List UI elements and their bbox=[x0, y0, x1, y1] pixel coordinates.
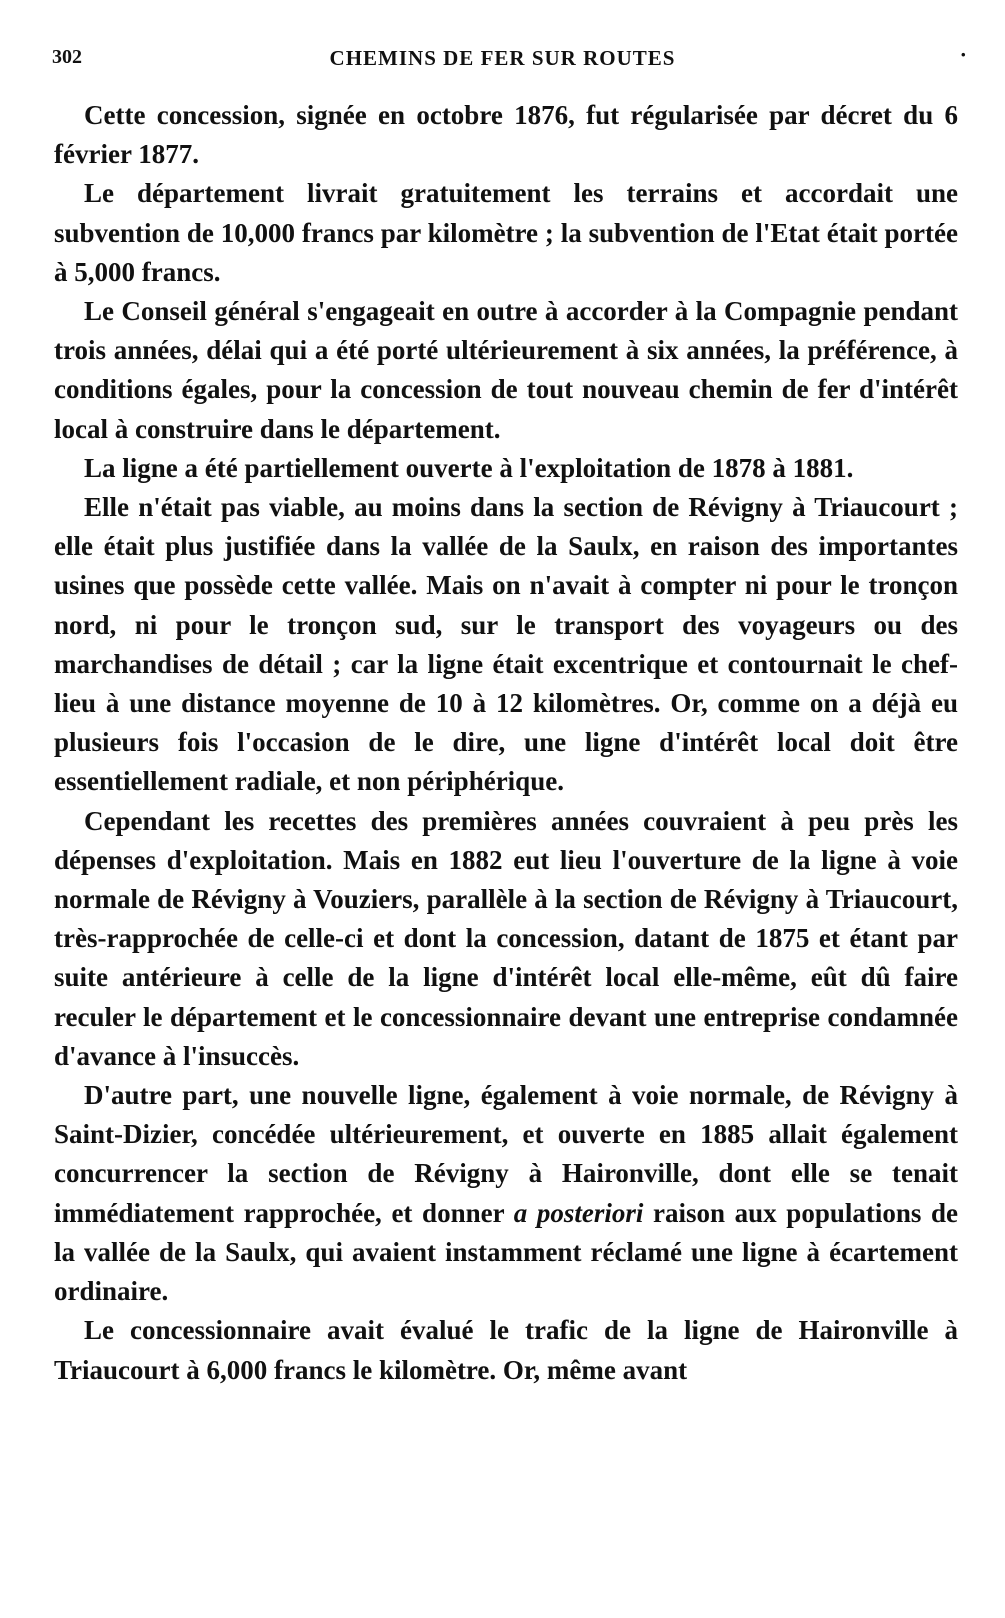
corner-mark: · bbox=[959, 42, 967, 67]
paragraph-text: D'autre part, une nouvelle ligne, également à voie normale, de Révigny à Saint-Dizier, concédée ultérieurement, et ouverte en 1885 allait également concurrencer la section de Révigny à Haironville, dont elle se tenait immédiatement rapprochée, et donner bbox=[54, 1080, 958, 1228]
paragraph: Le Conseil général s'engageait en outre à accorder à la Compagnie pendant trois années, délai qui a été porté ultérieurement à six années, la préférence, à conditions égales, pour la concession de tout nouveau chemin de fer d'intérêt local à construire dans le département. bbox=[54, 296, 958, 444]
paragraph: Cette concession, signée en octobre 1876, fut régularisée par décret du 6 février 1877. bbox=[54, 100, 958, 170]
paragraph-text: raison aux populations de la vallée de la Saulx, qui avaient instamment réclamé une ligne à écartement ordinaire. bbox=[54, 1197, 959, 1307]
paragraph bbox=[54, 1076, 958, 1311]
paragraph: Le département livrait gratuitement les terrains et accordait une subvention de 10,000 francs par kilomètre ; la subvention de l'Etat était portée à 5,000 francs. bbox=[54, 178, 958, 287]
paragraph: La ligne a été partiellement ouverte à l'exploitation de 1878 à 1881. bbox=[84, 452, 854, 483]
body-text bbox=[54, 96, 958, 1390]
page-number: 302 bbox=[52, 46, 82, 68]
paragraph: Cependant les recettes des premières années couvraient à peu près les dépenses d'exploitation. Mais en 1882 eut lieu l'ouverture de la ligne à voie normale de Révigny à Vouziers, parallèle à la section de Révigny à Triaucourt, très-rapprochée de celle-ci et dont la concession, datant de 1875 et étant par suite antérieure à celle de la ligne d'intérêt local elle-même, eût dû faire reculer le département et le concessionnaire devant une entreprise condamnée d'avance à l'insuccès. bbox=[54, 805, 958, 1071]
running-title: CHEMINS DE FER SUR ROUTES bbox=[329, 46, 676, 70]
page-header bbox=[52, 42, 967, 78]
paragraph: Le concessionnaire avait évalué le trafic de la ligne de Haironville à Triaucourt à 6,000 francs le kilomètre. Or, même avant bbox=[54, 1315, 958, 1385]
italic-phrase: a posteriori bbox=[513, 1197, 644, 1228]
paragraph: Elle n'était pas viable, au moins dans la section de Révigny à Triaucourt ; elle était plus justifiée dans la vallée de la Saulx, en raison des importantes usines que possède cette vallée. Mais on n'avait à compter ni pour le tronçon nord, ni pour le tronçon sud, sur le transport des voyageurs ou des marchandises de détail ; car la ligne était excentrique et contournait le chef-lieu à une distance moyenne de 10 à 12 kilomètres. Or, comme on a déjà eu plusieurs fois l'occasion de le dire, une ligne d'intérêt local doit être essentiellement radiale, et non périphérique. bbox=[54, 492, 958, 797]
